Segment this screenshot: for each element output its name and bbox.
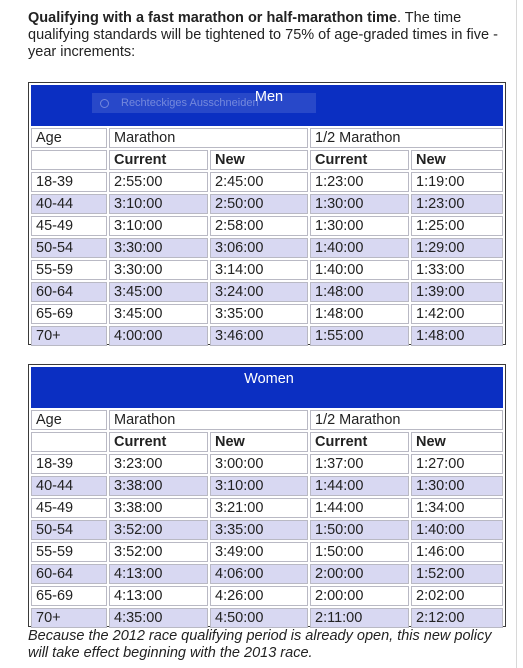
- marathon-new-cell: 3:35:00: [210, 304, 308, 324]
- half-current-cell: 1:44:00: [310, 476, 409, 496]
- half-new-cell: 1:42:00: [411, 304, 503, 324]
- marathon-new-cell: 3:49:00: [210, 542, 308, 562]
- table-row: [31, 172, 503, 192]
- half-new-cell: 1:40:00: [411, 520, 503, 540]
- age-header: Age: [31, 410, 107, 430]
- marathon-new-header: New: [210, 150, 308, 170]
- marathon-new-cell: 2:45:00: [210, 172, 308, 192]
- half-new-cell: 1:48:00: [411, 326, 503, 346]
- age-header: Age: [31, 128, 107, 148]
- marathon-current-cell: 2:55:00: [109, 172, 208, 192]
- marathon-current-cell: 3:45:00: [109, 304, 208, 324]
- half-current-cell: 1:37:00: [310, 454, 409, 474]
- table-row: [31, 542, 503, 562]
- table-row: [31, 608, 503, 628]
- marathon-current-cell: 3:52:00: [109, 542, 208, 562]
- half-current-cell: 2:11:00: [310, 608, 409, 628]
- marathon-new-cell: 3:46:00: [210, 326, 308, 346]
- age-cell: 18-39: [31, 172, 107, 192]
- half-new-cell: 1:30:00: [411, 476, 503, 496]
- half-current-cell: 1:50:00: [310, 542, 409, 562]
- marathon-new-cell: 3:35:00: [210, 520, 308, 540]
- half-new-header: New: [411, 432, 503, 452]
- marathon-current-cell: 4:13:00: [109, 586, 208, 606]
- half-new-cell: 1:27:00: [411, 454, 503, 474]
- age-cell: 45-49: [31, 498, 107, 518]
- marathon-current-cell: 4:00:00: [109, 326, 208, 346]
- table-row: [31, 238, 503, 258]
- table-title: Men: [31, 85, 503, 126]
- table-row: [31, 304, 503, 324]
- half-new-cell: 1:19:00: [411, 172, 503, 192]
- marathon-new-header: New: [210, 432, 308, 452]
- table-title: Women: [31, 367, 503, 408]
- watermark-label: Rechteckiges Ausschneiden: [121, 97, 259, 109]
- half-new-cell: 2:12:00: [411, 608, 503, 628]
- half-new-cell: 2:02:00: [411, 586, 503, 606]
- half-current-cell: 1:50:00: [310, 520, 409, 540]
- marathon-current-header: Current: [109, 150, 208, 170]
- group-header-row: [31, 410, 503, 430]
- half-current-cell: 1:48:00: [310, 304, 409, 324]
- age-cell: 45-49: [31, 216, 107, 236]
- table-row: [31, 194, 503, 214]
- half-new-cell: 1:33:00: [411, 260, 503, 280]
- intro-bold: Qualifying with a fast marathon or half-marathon time: [28, 10, 397, 26]
- marathon-new-cell: 4:06:00: [210, 564, 308, 584]
- table-row: [31, 520, 503, 540]
- half-new-header: New: [411, 150, 503, 170]
- half-new-cell: 1:39:00: [411, 282, 503, 302]
- record-icon: [100, 99, 109, 108]
- half-current-cell: 1:40:00: [310, 260, 409, 280]
- half-marathon-header: 1/2 Marathon: [310, 410, 503, 430]
- half-current-cell: 1:30:00: [310, 216, 409, 236]
- half-current-cell: 2:00:00: [310, 586, 409, 606]
- table-row: [31, 498, 503, 518]
- half-current-cell: 1:48:00: [310, 282, 409, 302]
- footer-note: Because the 2012 race qualifying period is already open, this new policy will take effect beginning with the 2013 race.: [28, 628, 492, 661]
- age-cell: 65-69: [31, 304, 107, 324]
- half-new-cell: 1:25:00: [411, 216, 503, 236]
- marathon-current-cell: 4:35:00: [109, 608, 208, 628]
- marathon-header: Marathon: [109, 410, 308, 430]
- marathon-current-cell: 3:30:00: [109, 260, 208, 280]
- table-row: [31, 282, 503, 302]
- marathon-new-cell: 4:50:00: [210, 608, 308, 628]
- half-current-cell: 1:23:00: [310, 172, 409, 192]
- marathon-current-cell: 3:30:00: [109, 238, 208, 258]
- table-row: [31, 216, 503, 236]
- group-header-row: [31, 128, 503, 148]
- age-cell: 55-59: [31, 542, 107, 562]
- women-table: [28, 364, 506, 627]
- half-current-header: Current: [310, 432, 409, 452]
- table-row: [31, 260, 503, 280]
- intro-paragraph: [28, 10, 510, 61]
- age-cell: 60-64: [31, 564, 107, 584]
- marathon-new-cell: 3:10:00: [210, 476, 308, 496]
- marathon-current-cell: 3:38:00: [109, 498, 208, 518]
- intro-text: . The time qualifying standards will be tightened to 75% of age-graded times in five -year increments:: [28, 10, 498, 60]
- age-cell: 40-44: [31, 194, 107, 214]
- age-cell: 55-59: [31, 260, 107, 280]
- marathon-current-cell: 3:23:00: [109, 454, 208, 474]
- half-new-cell: 1:52:00: [411, 564, 503, 584]
- marathon-current-cell: 3:52:00: [109, 520, 208, 540]
- marathon-current-cell: 3:10:00: [109, 194, 208, 214]
- marathon-current-cell: 3:45:00: [109, 282, 208, 302]
- half-current-cell: 2:00:00: [310, 564, 409, 584]
- age-cell: 65-69: [31, 586, 107, 606]
- snipping-tool-watermark: [92, 93, 316, 113]
- half-current-header: Current: [310, 150, 409, 170]
- half-new-cell: 1:29:00: [411, 238, 503, 258]
- age-cell: 50-54: [31, 238, 107, 258]
- age-cell: 50-54: [31, 520, 107, 540]
- marathon-new-cell: 2:58:00: [210, 216, 308, 236]
- half-new-cell: 1:23:00: [411, 194, 503, 214]
- table-row: [31, 454, 503, 474]
- marathon-current-header: Current: [109, 432, 208, 452]
- marathon-new-cell: 2:50:00: [210, 194, 308, 214]
- marathon-current-cell: 3:38:00: [109, 476, 208, 496]
- half-current-cell: 1:40:00: [310, 238, 409, 258]
- marathon-new-cell: 3:14:00: [210, 260, 308, 280]
- age-cell: 70+: [31, 608, 107, 628]
- half-new-cell: 1:46:00: [411, 542, 503, 562]
- half-current-cell: 1:30:00: [310, 194, 409, 214]
- half-marathon-header: 1/2 Marathon: [310, 128, 503, 148]
- age-sub-header-blank: [31, 150, 107, 170]
- age-sub-header-blank: [31, 432, 107, 452]
- marathon-new-cell: 3:21:00: [210, 498, 308, 518]
- marathon-new-cell: 3:06:00: [210, 238, 308, 258]
- table-row: [31, 476, 503, 496]
- age-cell: 18-39: [31, 454, 107, 474]
- marathon-current-cell: 4:13:00: [109, 564, 208, 584]
- marathon-new-cell: 3:24:00: [210, 282, 308, 302]
- age-cell: 70+: [31, 326, 107, 346]
- table-row: [31, 326, 503, 346]
- sub-header-row: [31, 150, 503, 170]
- marathon-new-cell: 3:00:00: [210, 454, 308, 474]
- half-current-cell: 1:44:00: [310, 498, 409, 518]
- marathon-current-cell: 3:10:00: [109, 216, 208, 236]
- half-new-cell: 1:34:00: [411, 498, 503, 518]
- table-row: [31, 564, 503, 584]
- half-current-cell: 1:55:00: [310, 326, 409, 346]
- marathon-new-cell: 4:26:00: [210, 586, 308, 606]
- table-title-row: [31, 367, 503, 408]
- age-cell: 60-64: [31, 282, 107, 302]
- age-cell: 40-44: [31, 476, 107, 496]
- marathon-header: Marathon: [109, 128, 308, 148]
- men-table: [28, 82, 506, 345]
- sub-header-row: [31, 432, 503, 452]
- table-row: [31, 586, 503, 606]
